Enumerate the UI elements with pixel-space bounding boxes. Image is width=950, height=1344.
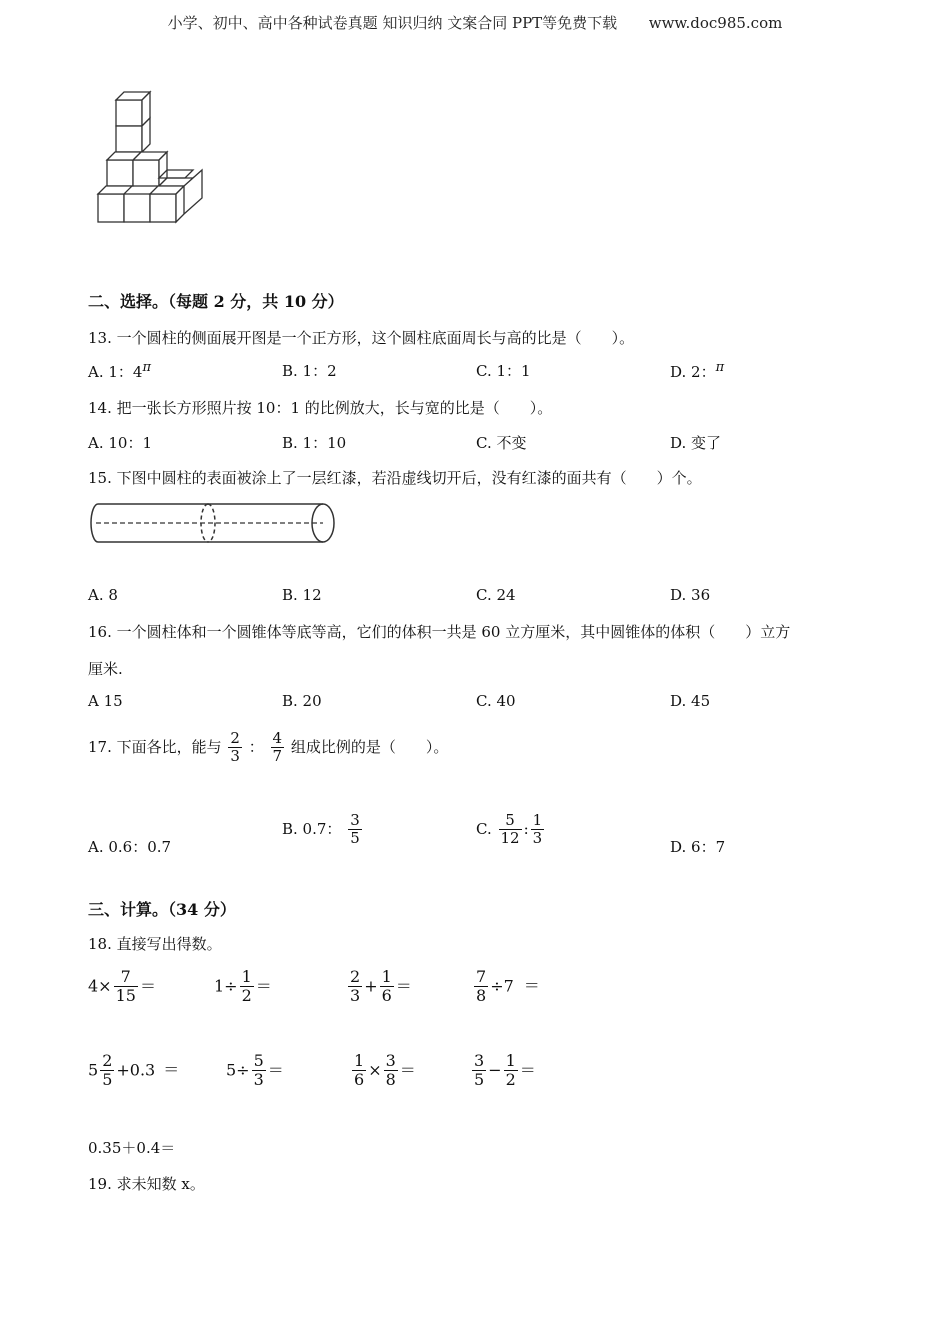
pi-symbol: π <box>715 360 725 375</box>
q17-option-a[interactable]: A. 0.6：0.7 <box>88 838 172 856</box>
fraction: $\frac{5}{12}$ <box>500 811 520 848</box>
q14-option-b[interactable]: B. 1：10 <box>282 434 347 452</box>
q17-option-b[interactable] <box>282 812 364 848</box>
pi-symbol: π <box>142 360 152 375</box>
page-header <box>0 12 950 33</box>
question-14: 14. 把一张长方形照片按 10：1 的比例放大，长与宽的比是（ ）。 <box>88 399 553 417</box>
expression-1: 4× $\frac{7}{15}$ ＝ <box>88 967 156 1006</box>
q15-option-a[interactable]: A. 8 <box>88 586 118 604</box>
q16-option-a[interactable]: A 15 <box>88 692 123 710</box>
q16-option-c[interactable]: C. 40 <box>476 692 516 710</box>
q14-option-a[interactable]: A. 10：1 <box>88 434 152 452</box>
expression-2: 1÷ $\frac{1}{2}$ ＝ <box>214 967 272 1006</box>
header-url: www.doc985.com <box>648 14 783 32</box>
q15-option-c[interactable]: C. 24 <box>476 586 516 604</box>
q15-option-b[interactable]: B. 12 <box>282 586 322 604</box>
q17-prefix: 17. 下面各比，能与 <box>88 737 222 756</box>
expression-8: $\frac{3}{5}$ − $\frac{1}{2}$ ＝ <box>474 1051 536 1090</box>
q13-option-a[interactable] <box>88 360 151 382</box>
q17-option-c[interactable] <box>476 812 546 848</box>
q15-option-d[interactable]: D. 36 <box>670 586 711 604</box>
q13-option-a-text: A. 1：4 <box>88 363 143 381</box>
q13-option-d-text: D. 2： <box>670 363 716 381</box>
fraction: $\frac{4}{7}$ <box>272 729 283 766</box>
expression-9: 0.35＋0.4＝ <box>88 1139 176 1157</box>
q13-option-d[interactable] <box>670 360 724 382</box>
q16-option-b[interactable]: B. 20 <box>282 692 322 710</box>
fraction: $\frac{3}{5}$ <box>350 811 360 848</box>
section-3-title: 三、计算。（34 分） <box>88 900 236 919</box>
q17-option-b-text: B. 0.7： <box>282 819 342 838</box>
expression-7: $\frac{1}{6}$ × $\frac{3}{8}$ ＝ <box>354 1051 416 1090</box>
q13-option-c[interactable]: C. 1：1 <box>476 362 531 380</box>
expression-5: 5 $\frac{2}{5}$ +0.3 ＝ <box>88 1051 180 1090</box>
cube-stack-figure <box>90 88 210 228</box>
q13-option-b[interactable]: B. 1：2 <box>282 362 337 380</box>
q17-option-d[interactable]: D. 6：7 <box>670 838 726 856</box>
question-19: 19. 求未知数 x。 <box>88 1175 205 1193</box>
question-15: 15. 下图中圆柱的表面被涂上了一层红漆，若沿虚线切开后，没有红漆的面共有（ ）个。 <box>88 469 702 487</box>
question-17 <box>88 730 448 766</box>
colon: ： <box>248 737 264 756</box>
fraction: $\frac{2}{3}$ <box>230 729 240 766</box>
colon: : <box>523 819 529 838</box>
question-16-line1: 16. 一个圆柱体和一个圆锥体等底等高，它们的体积一共是 60 立方厘米，其中圆锥体的体积（ ）立方 <box>88 623 791 641</box>
question-13: 13. 一个圆柱的侧面展开图是一个正方形，这个圆柱底面周长与高的比是（ ）。 <box>88 329 635 347</box>
section-2-title: 二、选择。（每题 2 分，共 10 分） <box>88 292 344 311</box>
question-18: 18. 直接写出得数。 <box>88 935 222 953</box>
q14-option-c[interactable]: C. 不变 <box>476 434 527 452</box>
expression-6: 5÷ $\frac{5}{3}$ ＝ <box>226 1051 284 1090</box>
q14-option-d[interactable]: D. 变了 <box>670 434 722 452</box>
expression-3: $\frac{2}{3}$ + $\frac{1}{6}$ ＝ <box>350 967 412 1006</box>
q16-option-d[interactable]: D. 45 <box>670 692 711 710</box>
fraction: $\frac{1}{3}$ <box>532 811 543 848</box>
cylinder-figure <box>88 500 340 548</box>
expression-4: $\frac{7}{8}$ ÷7 ＝ <box>476 967 540 1006</box>
q17-suffix: 组成比例的是（ ）。 <box>290 737 449 756</box>
header-text: 小学、初中、高中各种试卷真题 知识归纳 文案合同 PPT等免费下载 <box>167 14 618 32</box>
q17-option-c-text: C. <box>476 819 492 838</box>
question-16-line2: 厘米. <box>88 660 123 678</box>
